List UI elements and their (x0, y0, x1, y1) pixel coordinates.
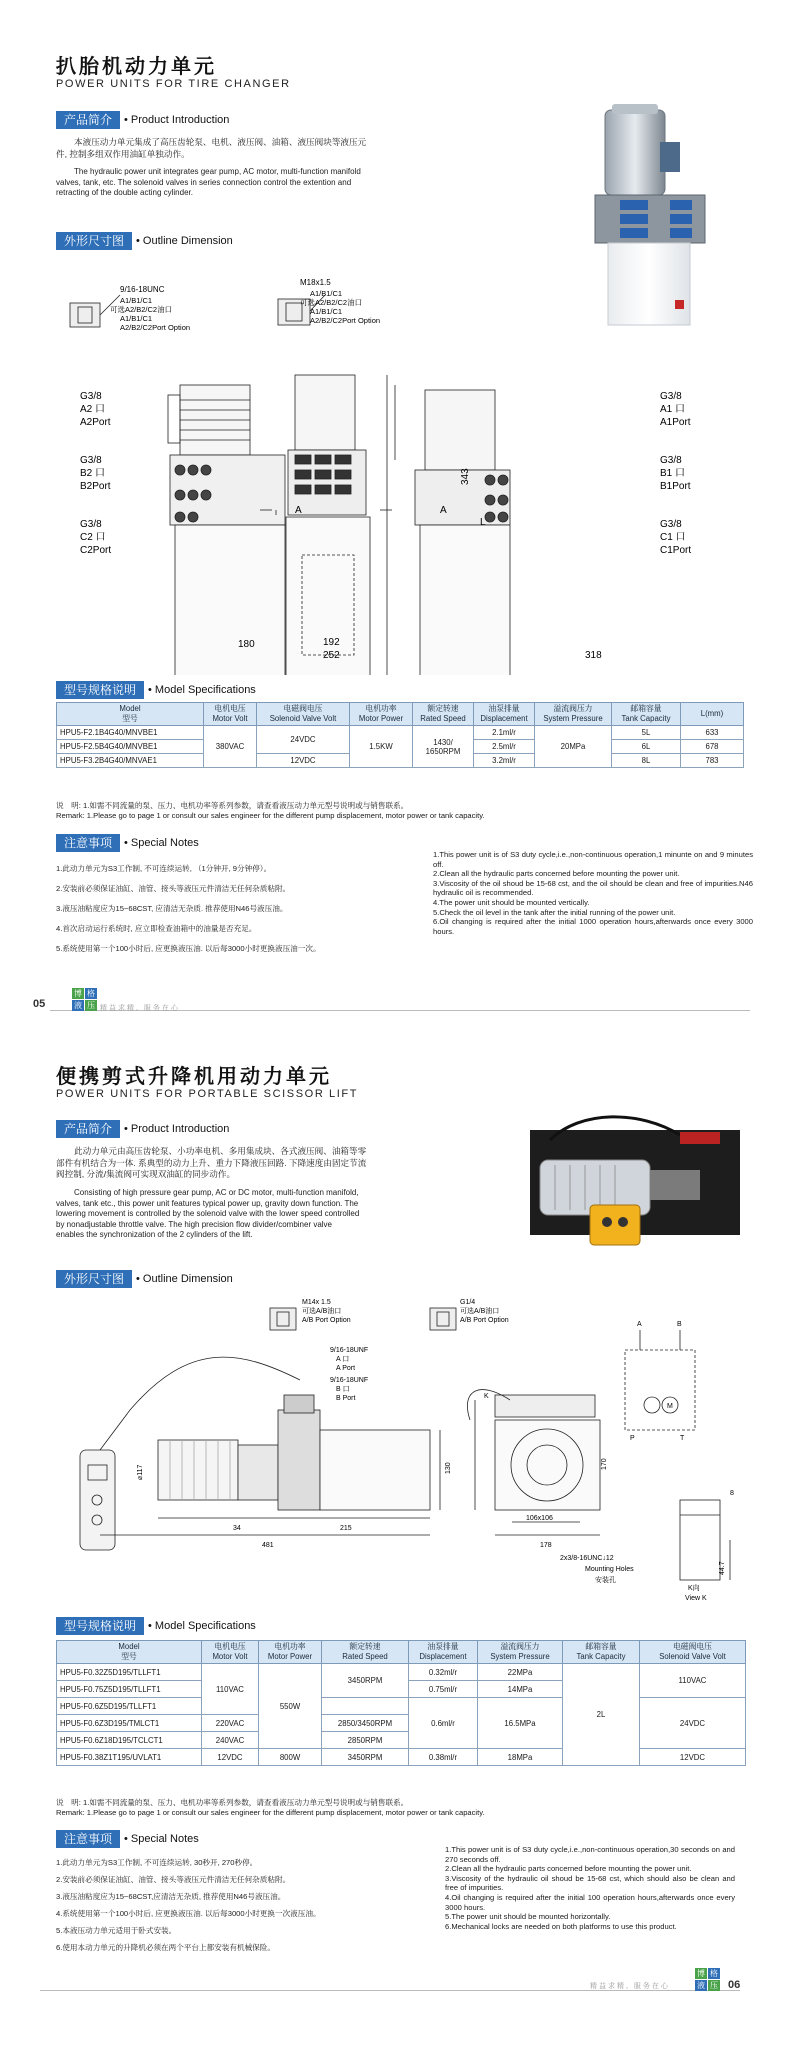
s2-intro-en-3: lowering movement is controlled by the solenoid valve with the lower speed controlled (56, 1209, 360, 1218)
s2-v220: 220VAC (202, 1715, 259, 1732)
s2-th-motor-volt: 电机电压 Motor Volt (202, 1641, 259, 1664)
s2-d075: 0.75ml/r (409, 1681, 478, 1698)
s2-th-tank: 邮箱容量 Tank Capacity (563, 1641, 640, 1664)
s1-intro-en (56, 167, 496, 199)
s2-dim-130: 130 (445, 1462, 452, 1474)
s1-d1-l2: 可选A2/B2/C2油口 (110, 305, 173, 314)
company-logo-2: 博 格 液 压 (697, 1969, 718, 1990)
s2-view-cn: K向 (688, 1585, 700, 1592)
s2-intro-en-1: Consisting of high pressure gear pump, AC or DC motor, multi-function manifold, (74, 1188, 359, 1197)
s1-a1-en: A1Port (660, 417, 691, 428)
s1-row3-l: 783 (681, 754, 744, 768)
s2-pr22: 22MPa (478, 1664, 563, 1681)
s1-d2-l2: 可选A2/B2/C2油口 (300, 298, 363, 307)
s1-row2-l: 678 (681, 740, 744, 754)
s1-th-speed: 额定转速 Rated Speed (413, 703, 474, 726)
s1-c1-en: C1Port (660, 545, 692, 556)
s1-th-press: 溢流阀压力 System Pressure (535, 703, 612, 726)
s2-a-cn: A 口 (336, 1356, 350, 1363)
s1-d2-thread: M18x1.5 (300, 278, 331, 287)
s1-dim-252: 252 (323, 650, 340, 661)
s1-b1-en: B1Port (660, 481, 691, 492)
s2-dim-106: 106x106 (526, 1515, 553, 1522)
s1-remark-cn: 说 明: 1.如需不同流量的泵、压力、电机功率等系列参数，请查看液压动力单元型号说明或与销售联系。 (56, 801, 409, 810)
s2-m14-en: A/B Port Option (302, 1317, 351, 1324)
s1-dim-318: 318 (585, 650, 602, 661)
table-row (57, 1664, 746, 1681)
s2-b-cn: B 口 (336, 1386, 350, 1393)
s2-notes-label-en: • Special Notes (124, 1833, 199, 1845)
slogan-1: 精益求精, 服务在心 (100, 1005, 180, 1012)
s2-product-photo (520, 1110, 758, 1270)
section2-title-cn: 便携剪式升降机用动力单元 (56, 1064, 332, 1088)
s2-notes-header (56, 1830, 199, 1848)
s1-notes-cn (56, 864, 436, 954)
s2-unf-b: 9/16-18UNF (330, 1377, 369, 1384)
s2-remark (56, 1798, 756, 1818)
s1-intro-label-en: • Product Introduction (124, 114, 230, 126)
list-item: 1.This power unit is of S3 duty cycle,i.e.,non-continuous operation,1 minunte on and 9 minutes off. (433, 850, 753, 869)
s1-a1-g38: G3/8 (660, 391, 682, 402)
s2-dim-170: 170 (601, 1458, 608, 1470)
list-item: 4.The power unit should be mounted vertically. (433, 897, 590, 907)
s1-remark (56, 801, 756, 821)
list-item: 3.液压油粘度应为15~68CST,应清洁无杂质, 推荐使用N46号液压油。 (56, 1892, 286, 1901)
s1-row2-tank: 6L (612, 740, 681, 754)
s1-spec-label-cn: 型号规格说明 (56, 681, 144, 699)
s1-notes-header (56, 834, 199, 852)
s2-sch-p: P (630, 1435, 635, 1442)
s1-d2-l1: A1/B1/C1 (310, 289, 343, 298)
s1-spec-header (56, 681, 256, 699)
s1-th-sol: 电磁阀电压 Solenoid Valve Volt (257, 703, 350, 726)
s1-row3-tank: 8L (612, 754, 681, 768)
list-item: 4.Oil changing is required after the initial 100 operation hours,afterwards once every 3000 hours. (445, 1892, 735, 1912)
s2-pr165: 16.5MPa (478, 1698, 563, 1749)
page-number-05: 05 (33, 998, 46, 1010)
s1-c2-cn: C2 口 (80, 532, 106, 543)
s1-th-disp: 油泵排量 Displacement (474, 703, 535, 726)
table-row (57, 726, 744, 740)
s2-row5-model: HPU5-F0.6Z18D195/TCLCT1 (57, 1732, 202, 1749)
section2-title-en: POWER UNITS FOR PORTABLE SCISSOR LIFT (56, 1088, 359, 1100)
list-item: 2.Clean all the hydraulic parts concerned before mounting the power unit. (433, 869, 680, 879)
s2-sch-t: T (680, 1435, 685, 1442)
s2-spec-label-en: • Model Specifications (148, 1620, 256, 1632)
s2-spec-header (56, 1617, 256, 1635)
s2-row4-model: HPU5-F0.6Z3D195/TMLCT1 (57, 1715, 202, 1732)
s1-c1-g38: G3/8 (660, 519, 682, 530)
s1-row3-disp: 3.2ml/r (474, 754, 535, 768)
list-item: 5.系统使用第一个100小时后, 应更换液压油. 以后每3000小时更换液压油一次。 (56, 944, 321, 953)
s2-outline-drawing (40, 1290, 750, 1610)
s2-sch-a: A (637, 1321, 642, 1328)
s1-motor-volt: 380VAC (204, 726, 257, 768)
s1-intro-label-cn: 产品简介 (56, 111, 120, 129)
s1-notes-label-cn: 注意事项 (56, 834, 120, 852)
s2-k-mark: K (484, 1393, 489, 1400)
s1-b2-cn: B2 口 (80, 468, 106, 479)
s1-d2-l3: A1/B1/C1 (310, 307, 343, 316)
s1-th-model: Model 型号 (57, 703, 204, 726)
s1-spec-table (56, 702, 744, 768)
s1-a2-en: A2Port (80, 417, 111, 428)
list-item: 4.系统使用第一个100小时后, 应更换液压油. 以后每3000小时更换一次液压油。 (56, 1909, 321, 1918)
s2-intro-en-5: enables the synchronization of the 2 cylinders of the lift. (56, 1230, 253, 1239)
s2-dim-178: 178 (540, 1542, 552, 1549)
s2-d038: 0.38ml/r (409, 1749, 478, 1766)
s2-intro-cn-3: 阀控制, 分流/集流阀可实现双油缸的同步动作。 (56, 1169, 236, 1179)
s1-a2-cn: A2 口 (80, 404, 106, 415)
s1-intro-cn-2: 件, 控制多组双作用油缸单独动作。 (56, 148, 190, 159)
s2-p800: 800W (259, 1749, 322, 1766)
list-item: 3.液压油粘度应为15~68CST, 应清洁无杂质. 推荐使用N46号液压油。 (56, 904, 288, 913)
s2-row3-model: HPU5-F0.6Z5D195/TLLFT1 (57, 1698, 202, 1715)
s2-d032: 0.32ml/r (409, 1664, 478, 1681)
s1-row1-tank: 5L (612, 726, 681, 740)
s1-intro-cn-1: 本液压动力单元集成了高压齿轮泵、电机、液压阀、油箱、液压阀块等液压元 (74, 137, 367, 147)
s1-c1-cn: C1 口 (660, 532, 686, 543)
list-item: 5.The power unit should be mounted horizontally. (445, 1912, 611, 1922)
s1-d1-thread: 9/16-18UNC (120, 285, 165, 294)
s2-pr14: 14MPa (478, 1681, 563, 1698)
list-item: 5.本液压动力单元适用于卧式安装。 (56, 1926, 177, 1935)
s1-c2-en: C2Port (80, 545, 112, 556)
slogan-2: 精益求精, 服务在心 (590, 1983, 670, 1990)
s1-sol-12: 12VDC (257, 754, 350, 768)
s2-row1-model: HPU5-F0.32Z5D195/TLLFT1 (57, 1664, 202, 1681)
s1-b2-en: B2Port (80, 481, 111, 492)
s2-power-unit-illustration (520, 1110, 758, 1270)
s1-th-l: L(mm) (681, 703, 744, 726)
list-item: 6.使用本动力单元的升降机必须在两个平台上都安装有机械保险。 (56, 1943, 275, 1952)
s1-a1-cn: A1 口 (660, 404, 686, 415)
s1-intro-en-1: The hydraulic power unit integrates gear pump, AC motor, multi-function manifold (74, 167, 361, 176)
s1-outline-drawing (40, 255, 760, 675)
s1-intro-header (56, 111, 229, 129)
s1-d1-l3: A1/B1/C1 (120, 314, 153, 323)
s1-a-mark-left: A (295, 505, 302, 516)
s2-notes-cn (56, 1858, 436, 1953)
s2-th-speed: 额定转速 Rated Speed (322, 1641, 409, 1664)
list-item: 6.Mechanical locks are needed on both platforms to use this product. (445, 1921, 677, 1931)
s2-g14-cn: 可选A/B油口 (460, 1308, 500, 1315)
s2-intro-label-en: • Product Introduction (124, 1123, 230, 1135)
s2-intro-cn-1: 此动力单元由高压齿轮泵、小功率电机、多用集成块、各式液压阀、油箱等零 (74, 1146, 367, 1156)
s2-intro-en-4: by nonadjustable throttle valve. The high precision flow divider/combiner valve (56, 1219, 333, 1229)
s1-l-mark: L (480, 517, 486, 528)
s2-th-model: Model 型号 (57, 1641, 202, 1664)
list-item: 3.Viscosity of the oil shoud be 15-68 cst, and the oil should be clean and free of impurities.N46 hydraulic oil is recommended. (433, 878, 753, 898)
s1-row1-l: 633 (681, 726, 744, 740)
s1-outline-label-en: • Outline Dimension (136, 235, 233, 247)
s1-b1-g38: G3/8 (660, 455, 682, 466)
s1-a-mark-right: A (440, 505, 447, 516)
list-item: 2.安装前必须保证油缸、油管、接头等液压元件清洁无任何杂质粘附。 (56, 884, 291, 893)
s2-spec-table (56, 1640, 746, 1766)
s1-c2-g38: G3/8 (80, 519, 102, 530)
s1-intro-en-2: valves, tank, etc. The solenoid valves in series connection control the extention and (56, 177, 352, 187)
list-item: 5.Check the oil level in the tank after the initial running of the power unit. (433, 907, 676, 917)
s2-spec-header-row (57, 1641, 746, 1664)
s2-m14: M14x 1.5 (302, 1299, 331, 1306)
section1-title-en: POWER UNITS FOR TIRE CHANGER (56, 78, 291, 90)
s2-v240: 240VAC (202, 1732, 259, 1749)
s2-outline-header (56, 1270, 233, 1288)
s2-notes-label-cn: 注意事项 (56, 1830, 120, 1848)
list-item: 2.Clean all the hydraulic parts concerned before mounting the power unit. (445, 1864, 692, 1874)
s1-dim-192: 192 (323, 637, 340, 648)
s2-intro-en (56, 1188, 496, 1241)
s2-v12: 12VDC (202, 1749, 259, 1766)
s2-intro-cn-2: 部件有机结合为一体. 系典型的动力上升、重力下降液压回路. 下降速度由固定节流 (56, 1157, 367, 1168)
s2-spec-label-cn: 型号规格说明 (56, 1617, 144, 1635)
s1-d1-l1: A1/B1/C1 (120, 296, 153, 305)
s1-pressure: 20MPa (535, 726, 612, 768)
s1-spec-header-row (57, 703, 744, 726)
s2-p550: 550W (259, 1664, 322, 1749)
s2-dim-215: 215 (340, 1525, 352, 1532)
s2-r3450b: 3450RPM (322, 1749, 409, 1766)
s2-mount-en: Mounting Holes (585, 1566, 634, 1573)
s2-outline-label-cn: 外形尺寸图 (56, 1270, 132, 1288)
s2-sv12: 12VDC (640, 1749, 746, 1766)
s2-dim-34: 34 (233, 1525, 241, 1532)
s1-sol-24: 24VDC (257, 726, 350, 754)
section1-title-cn: 扒胎机动力单元 (56, 54, 217, 78)
s2-g14-en: A/B Port Option (460, 1317, 509, 1324)
s1-intro-en-3: retracting of the double acting cylinder. (56, 188, 193, 197)
s1-notes-en (433, 850, 753, 936)
s2-m14-cn: 可选A/B油口 (302, 1308, 342, 1315)
list-item: 1.此动力单元为S3工作制, 不可连续运转, 30秒开, 270秒停。 (56, 1858, 258, 1867)
s2-intro-header (56, 1120, 229, 1138)
s2-r2850-3450: 2850/3450RPM (322, 1715, 409, 1732)
list-item: 4.首次启动运行系统时, 应立即检查油箱中的油量是否充足。 (56, 924, 257, 933)
s1-a2-g38: G3/8 (80, 391, 102, 402)
page-number-06: 06 (728, 1979, 741, 1991)
s2-mount: 2x3/8-16UNC↓12 (560, 1555, 614, 1562)
list-item: 2.安装前必须保证油缸、油管、接头等液压元件清洁无任何杂质粘附。 (56, 1875, 291, 1884)
s1-outline-header (56, 232, 233, 250)
s1-intro-cn (56, 137, 496, 160)
company-logo-1: 博 格 液 压 (74, 989, 95, 1010)
s1-row2-disp: 2.5ml/r (474, 740, 535, 754)
s2-g14: G1/4 (460, 1299, 476, 1306)
s1-th-tank: 邮箱容量 Tank Capacity (612, 703, 681, 726)
s1-remark-en: Remark: 1.Please go to page 1 or consult our sales engineer for the different pump displacement, motor power or tank capacity. (56, 811, 485, 820)
s1-dim-180: 180 (238, 639, 255, 650)
s2-th-press: 溢流阀压力 System Pressure (478, 1641, 563, 1664)
s2-th-disp: 油泵排量 Displacement (409, 1641, 478, 1664)
s2-pr18: 18MPa (478, 1749, 563, 1766)
table-row (57, 1698, 746, 1715)
s1-row2-model: HPU5-F2.5B4G40/MNVBE1 (57, 740, 204, 754)
s2-th-sol: 电磁阀电压 Solenoid Valve Volt (640, 1641, 746, 1664)
s2-d06: 0.6ml/r (409, 1698, 478, 1749)
s2-unf-a: 9/16-18UNF (330, 1347, 369, 1354)
s2-remark-en: Remark: 1.Please go to page 1 or consult our sales engineer for the different pump displacement, motor power or tank capacity. (56, 1808, 485, 1817)
s2-r3450: 3450RPM (322, 1664, 409, 1698)
s2-a-en: A Port (336, 1365, 356, 1372)
s1-spec-label-en: • Model Specifications (148, 684, 256, 696)
s1-power: 1.5KW (350, 726, 413, 768)
s2-view-en: View K (685, 1595, 707, 1602)
s2-outline-label-en: • Outline Dimension (136, 1273, 233, 1285)
s2-intro-cn (56, 1146, 496, 1181)
s2-remark-cn: 说 明: 1.如需不同流量的泵、压力、电机功率等系列参数，请查看液压动力单元型号说明或与销售联系。 (56, 1798, 409, 1807)
list-item: 1.This power unit is of S3 duty cycle,i.e.,non-continuous operation,30 seconds on and 270 seconds off. (445, 1845, 735, 1864)
s1-d1-l4: A2/B2/C2Port Option (120, 323, 191, 332)
s1-b2-g38: G3/8 (80, 455, 102, 466)
list-item: 6.Oil changing is required after the initial 1000 operation hours,afterwards once every 3000 hours. (433, 917, 753, 936)
s2-dim-481: 481 (262, 1542, 274, 1549)
table-row (57, 1749, 746, 1766)
s2-v110: 110VAC (202, 1664, 259, 1715)
s1-outline-label-cn: 外形尺寸图 (56, 232, 132, 250)
s2-intro-label-cn: 产品简介 (56, 1120, 120, 1138)
s1-d2-l4: A2/B2/C2Port Option (310, 316, 381, 325)
s2-row2-model: HPU5-F0.75Z5D195/TLLFT1 (57, 1681, 202, 1698)
s2-b-en: B Port (336, 1395, 356, 1402)
s1-row1-disp: 2.1ml/r (474, 726, 535, 740)
s1-th-motor-volt: 电机电压 Motor Volt (204, 703, 257, 726)
s1-row1-model: HPU5-F2.1B4G40/MNVBE1 (57, 726, 204, 740)
s2-sv110: 110VAC (640, 1664, 746, 1698)
s1-notes-label-en: • Special Notes (124, 837, 199, 849)
s2-sch-m: M (667, 1403, 673, 1410)
s2-sv24: 24VDC (640, 1698, 746, 1749)
s1-speed: 1430/ 1650RPM (413, 726, 474, 768)
s2-th-power: 电机功率 Motor Power (259, 1641, 322, 1664)
s2-r2850: 2850RPM (322, 1732, 409, 1749)
s2-dim-8: 8 (730, 1490, 734, 1497)
s1-row3-model: HPU5-F3.2B4G40/MNVAE1 (57, 754, 204, 768)
s2-notes-en (445, 1845, 735, 1931)
s2-intro-en-2: valves, tank etc., this power unit features typical power up, gravity down function. The (56, 1198, 359, 1208)
s1-dim-343: 343 (460, 468, 471, 485)
s2-mount-cn: 安装孔 (595, 1577, 616, 1584)
s1-b1-cn: B1 口 (660, 468, 686, 479)
s2-dim-dia: ⌀117 (137, 1464, 144, 1480)
s2-dim-447: 44.7 (719, 1561, 726, 1575)
list-item: 3.Viscosity of the hydraulic oil shoud be 15-68 cst, which should also be clean and free of impurities. (445, 1873, 735, 1893)
list-item: 1.此动力单元为S3工作制, 不可连续运转, （1分钟开, 9分钟停）。 (56, 864, 272, 873)
s1-th-power: 电机功率 Motor Power (350, 703, 413, 726)
s2-sch-b: B (677, 1321, 682, 1328)
s2-tank: 2L (563, 1664, 640, 1766)
s2-row6-model: HPU5-F0.38Z1T195/UVLAT1 (57, 1749, 202, 1766)
